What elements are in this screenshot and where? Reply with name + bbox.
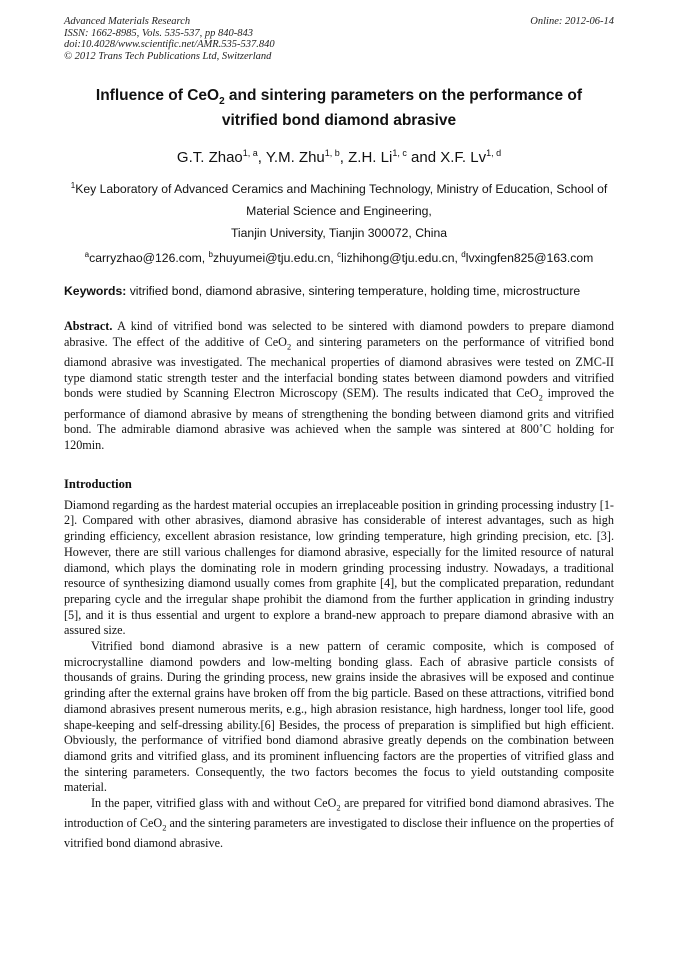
issn-line: ISSN: 1662-8985, Vols. 535-537, pp 840-843 (64, 27, 253, 39)
title-subscript: 2 (219, 96, 225, 108)
author-name: G.T. Zhao (176, 149, 243, 167)
keywords-text: vitrified bond, diamond abrasive, sintering temperature, holding time, microstructure (126, 284, 581, 299)
author-affil-mark: 1, b (324, 148, 340, 159)
abstract-text: and sintering parameters on the performance of vitrified bond diamond abrasive was investigated. The mechanical properties of diamond abrasives were tested on ZMC-II type diamond static strength tester and the interfacial bonding states between diamond powders and vitrified bonds were studied by Scanning Electron Microscopy (SEM). The results indicated that CeO (64, 334, 614, 401)
author-affil-mark: 1, c (392, 148, 407, 159)
affiliation-mark: 1 (70, 181, 76, 191)
intro-paragraph-1: Diamond regarding as the hardest material occupies an irreplaceable position in grinding processing industry [1-2]. Compared with other abrasives, diamond abrasive has considerable of interest advantages, such as high grinding efficiency, excellent abrasion resistance, low grinding temperature, high grinding precision, etc. [3]. However, there are still various challenges for diamond abrasive, especially for the limited resource of natural diamond, which plays the dominating role in modern grinding processing industry. Nowadays, a traditional resource of synthesizing diamond usually comes from graphite [4], but the complicated preparation, redundant preparing cycle and the irregular shape prohibit the diamond from the further application in grinding industry [5], and it is thus essential and urgent to explore a brand-new approach to prepare diamond abrasive with an assured size. (64, 497, 614, 638)
affiliation-line-2: Material Science and Engineering, (246, 204, 432, 219)
affiliation-line-3: Tianjin University, Tianjin 300072, China (230, 226, 448, 241)
online-date: Online: 2012-06-14 (530, 16, 614, 27)
email-mark: c (337, 250, 342, 260)
email-separator: , (201, 251, 209, 266)
email-address: lvxingfen825@163.com (465, 251, 594, 266)
abstract-subscript: 2 (286, 341, 292, 352)
author-separator: and (406, 149, 441, 167)
title-part-1: Influence of CeO (95, 87, 220, 104)
affiliation-line-1 (64, 175, 614, 200)
abstract (64, 319, 614, 454)
email-mark: a (84, 250, 90, 260)
email-mark: d (461, 250, 466, 260)
affiliation-text: Key Laboratory of Advanced Ceramics and Machining Technology, Ministry of Education, School of (75, 182, 608, 197)
intro-paragraph-3 (64, 796, 614, 852)
email-separator: , (330, 251, 338, 266)
author-affil-mark: 1, d (486, 148, 502, 159)
abstract-text: improved the performance of diamond abrasive by means of strengthening the bonding between diamond grits and vitrified bond. The admirable diamond abrasive was achieved when the sample was sintered at 800˚C holding for 120min. (64, 386, 614, 453)
author-separator: , (339, 149, 349, 167)
email-separator: , (454, 251, 462, 266)
abstract-subscript: 2 (538, 392, 543, 403)
author-separator: , (257, 149, 266, 167)
title-part-2: and sintering parameters on the performance of vitrified bond diamond abrasive (221, 87, 583, 130)
email-address: zhuyumei@tju.edu.cn (213, 251, 331, 266)
email-address: carryzhao@126.com (89, 251, 202, 266)
author-affil-mark: 1, a (242, 148, 258, 159)
author-name: Y.M. Zhu (265, 149, 325, 167)
section-heading: Introduction (64, 476, 132, 491)
paragraph-text: In the paper, vitrified glass with and without CeO (91, 796, 337, 811)
copyright-line: © 2012 Trans Tech Publications Ltd, Switzerland (64, 50, 272, 62)
author-list (64, 144, 614, 167)
doi-line: doi:10.4028/www.scientific.net/AMR.535-537.840 (64, 39, 275, 50)
paragraph-subscript: 2 (162, 822, 167, 833)
paragraph-text: and the sintering parameters are investigated to disclose their influence on the properties of vitrified bond diamond abrasive. (64, 816, 614, 851)
journal-header (64, 16, 614, 62)
keywords-label: Keywords: (64, 284, 127, 299)
email-list (64, 244, 614, 269)
paragraph-subscript: 2 (336, 802, 341, 813)
keywords (64, 283, 614, 299)
journal-name: Advanced Materials Research (64, 16, 191, 27)
author-name: Z.H. Li (348, 149, 393, 167)
intro-paragraph-2: Vitrified bond diamond abrasive is a new pattern of ceramic composite, which is composed of microcrystalline diamond powders and low-melting bonding glass. Each of abrasive particle consists of thousands of grains. During the grinding process, new grains inside the abrasives will be exposed and continue grinding after the external grains have broken off from the big particle. Based on these attractions, vitrified bond diamond abrasives present numerous merits, e.g., high abrasion resistance, high hardness, longer tool life, good shape-keeping and self-dressing ability.[6] Besides, the process of preparation is simplified but high efficient. Obviously, the performance of vitrified bond diamond abrasive greatly depends on the combination between diamond grits and vitrified glass, and its prominent influencing factors are the properties of vitrified glass and the sintering parameters. Consequently, the two factors becomes the focus to yield outstanding composite material. (64, 639, 614, 795)
email-mark: b (208, 250, 213, 260)
paper-title (64, 86, 614, 130)
paragraph-text: are prepared for vitrified bond diamond abrasives. The introduction of CeO (64, 796, 614, 831)
abstract-text: A kind of vitrified bond was selected to be sintered with diamond powders to prepare diamond abrasive. The effect of the additive of CeO (64, 319, 614, 349)
author-name: X.F. Lv (440, 149, 487, 167)
abstract-label: Abstract. (64, 319, 113, 334)
email-address: lizhihong@tju.edu.cn (341, 251, 455, 266)
affiliation (64, 175, 614, 244)
